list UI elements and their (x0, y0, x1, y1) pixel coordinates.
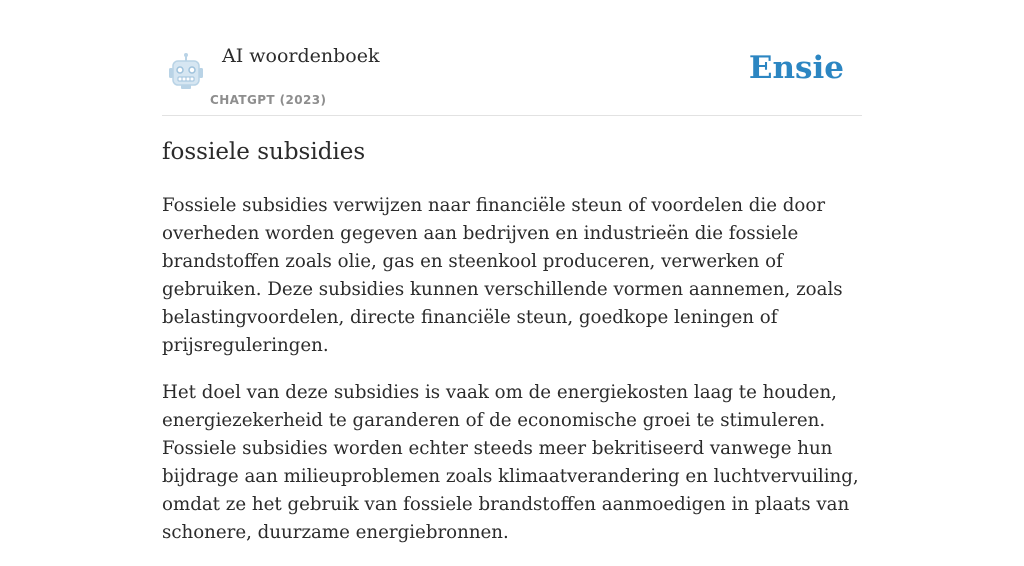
ensie-logo[interactable]: Ensie (748, 50, 844, 86)
definition-paragraph: Fossiele subsidies verwijzen naar financiële steun of voordelen die door overheden worden gegeven aan bedrijven en industrieën die fossiele brandstoffen zoals olie, gas en steenkool produceren, verwerken of gebruiken. Deze subsidies kunnen verschillende vormen aannemen, zoals belastingvoordelen, directe financiële steun, goedkope leningen of prijsreguleringen. (162, 195, 843, 356)
source-title: AI woordenboek (222, 45, 380, 67)
source-meta: CHATGPT (2023) (210, 93, 327, 107)
robot-icon (166, 52, 206, 92)
page-header (162, 40, 862, 116)
definition-paragraph: Het doel van deze subsidies is vaak om de energiekosten laag te houden, energiezekerheid te garanderen of de economische groei te stimuleren. Fossiele subsidies worden echter steeds meer bekritiseerd vanwege hun bijdrage aan milieuproblemen zoals klimaatverandering en luchtvervuiling, omdat ze het gebruik van fossiele brandstoffen aanmoedigen in plaats van schonere, duurzame energiebronnen. (162, 382, 859, 543)
entry-term: fossiele subsidies (162, 139, 366, 165)
entry-definition (162, 192, 872, 566)
